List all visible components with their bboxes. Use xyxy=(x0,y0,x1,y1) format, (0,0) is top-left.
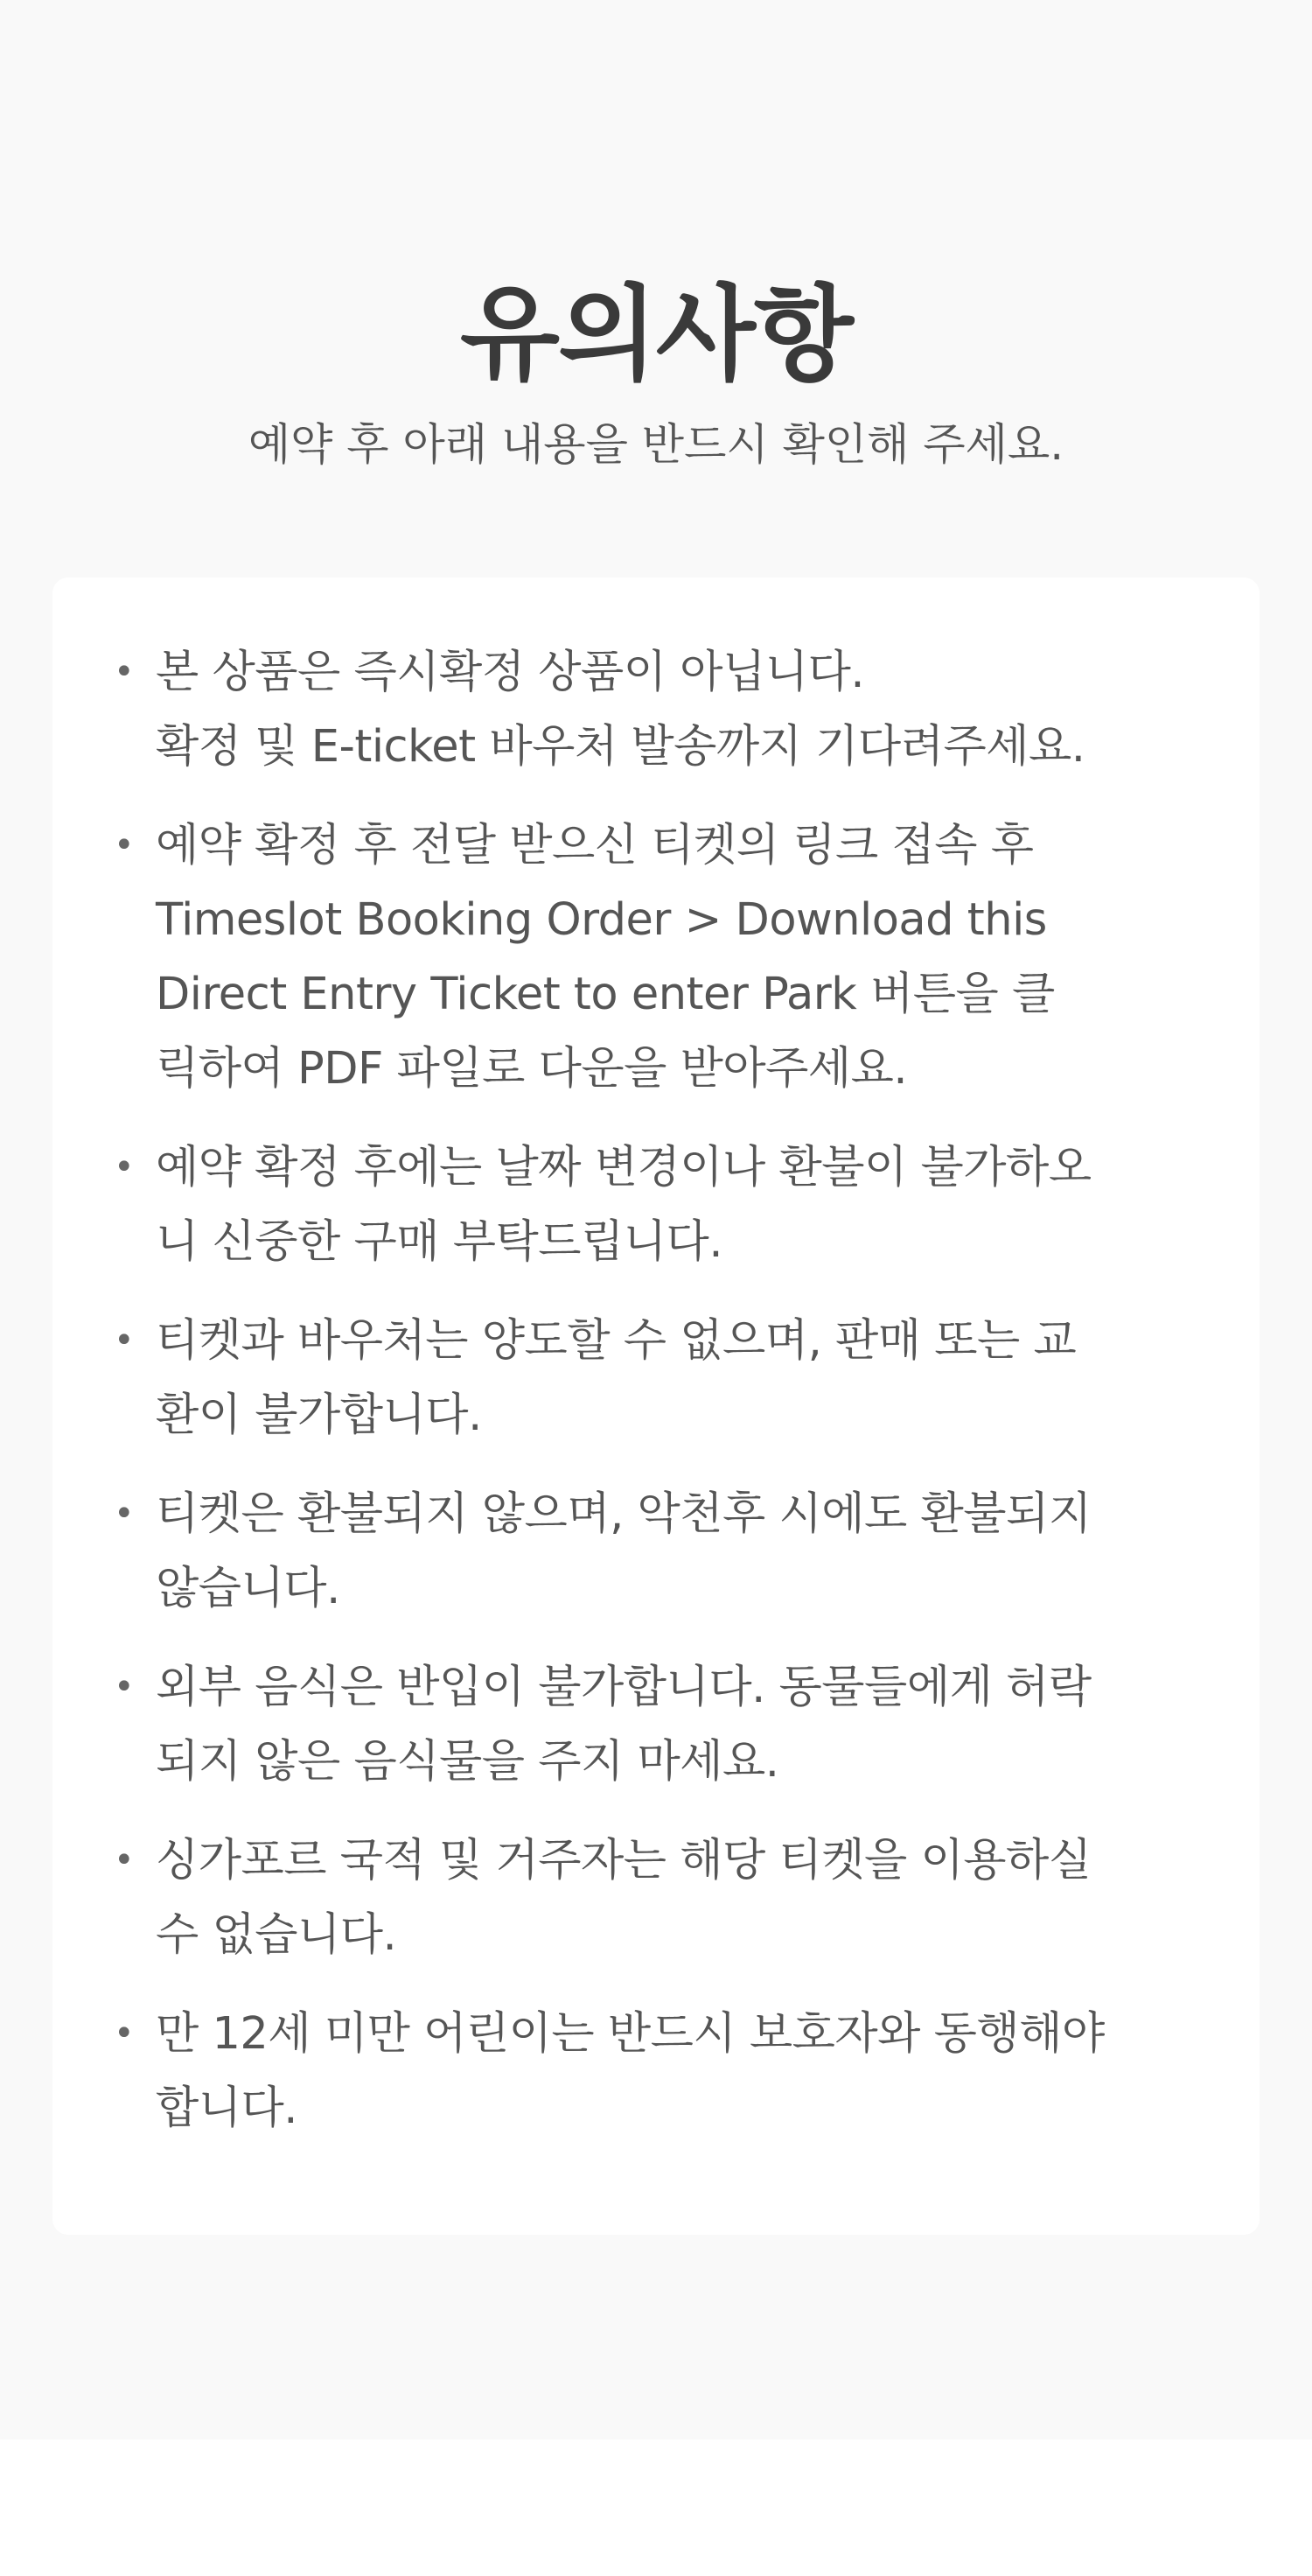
bullet-icon: • xyxy=(114,2013,135,2054)
bullet-icon: • xyxy=(114,825,135,865)
notice-line: 않습니다. xyxy=(156,1563,340,1614)
page-subtitle: 예약 후 아래 내용을 반드시 확인해 주세요. xyxy=(248,419,1064,470)
notice-item xyxy=(114,1304,1207,1452)
notice-line: 되지 않은 음식물을 주지 마세요. xyxy=(156,1736,779,1788)
notice-line: 티켓과 바우처는 양도할 수 없으며, 판매 또는 교 xyxy=(156,1315,1077,1367)
notice-item xyxy=(114,1130,1207,1279)
notice-line: Timeslot Booking Order > Download this xyxy=(156,894,1047,946)
bullet-icon: • xyxy=(114,1840,135,1880)
notice-line: 티켓은 환불되지 않으며, 악천후 시에도 환불되지 xyxy=(156,1488,1092,1540)
notice-line: Direct Entry Ticket to enter Park 버튼을 클 xyxy=(156,969,1055,1020)
notice-item xyxy=(114,1650,1207,1799)
bullet-icon: • xyxy=(114,1147,135,1187)
notice-line: 예약 확정 후에는 날짜 변경이나 환불이 불가하오 xyxy=(156,1142,1092,1194)
bullet-icon: • xyxy=(114,1667,135,1707)
notice-line: 외부 음식은 반입이 불가합니다. 동물들에게 허락 xyxy=(156,1662,1092,1713)
notice-card xyxy=(52,578,1260,2235)
notice-item xyxy=(114,1477,1207,1626)
notice-line: 수 없습니다. xyxy=(156,1909,397,1961)
bullet-icon: • xyxy=(114,1494,135,1534)
notice-item xyxy=(114,808,1207,1106)
notice-line: 본 상품은 즉시확정 상품이 아닙니다. xyxy=(156,647,865,698)
notice-line: 예약 확정 후 전달 받으신 티켓의 링크 접속 후 xyxy=(156,820,1034,872)
notice-line: 확정 및 E-ticket 바우처 발송까지 기다려주세요. xyxy=(156,721,1085,773)
notice-list xyxy=(52,578,1260,2146)
notice-line: 만 12세 미만 어린이는 반드시 보호자와 동행해야 xyxy=(156,2008,1105,2060)
page-title: 유의사항 xyxy=(460,274,852,396)
notice-item xyxy=(114,635,1207,784)
bullet-icon: • xyxy=(114,1320,135,1361)
notice-item xyxy=(114,1824,1207,1972)
bullet-icon: • xyxy=(114,652,135,692)
notice-item xyxy=(114,1997,1207,2146)
notice-line: 싱가포르 국적 및 거주자는 해당 티켓을 이용하실 xyxy=(156,1835,1092,1886)
notice-line: 니 신중한 구매 부탁드립니다. xyxy=(156,1216,723,1268)
notice-line: 합니다. xyxy=(156,2082,298,2134)
notice-line: 릭하여 PDF 파일로 다운을 받아주세요. xyxy=(156,1043,908,1095)
notice-line: 환이 불가합니다. xyxy=(156,1390,482,1441)
